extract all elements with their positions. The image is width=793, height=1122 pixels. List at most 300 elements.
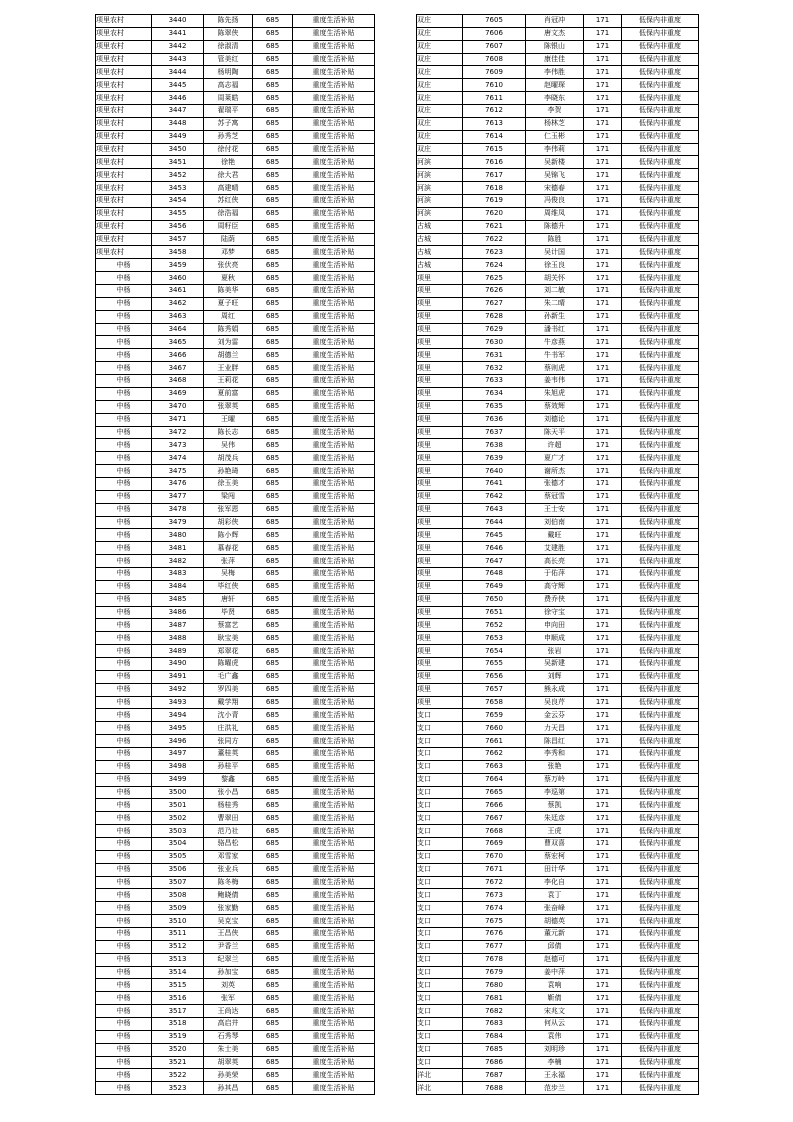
table-row — [417, 567, 699, 580]
amount-cell: 685 — [253, 773, 293, 786]
type-cell: 重度生活补贴 — [293, 542, 375, 555]
area-cell: 中杨 — [96, 876, 152, 889]
amount-cell: 685 — [253, 786, 293, 799]
amount-cell: 685 — [253, 735, 293, 748]
name-cell: 张翠英 — [204, 400, 253, 413]
table-row — [96, 915, 375, 928]
name-cell: 陈先扬 — [204, 15, 253, 28]
name-cell: 邓梦 — [204, 246, 253, 259]
amount-cell: 685 — [253, 477, 293, 490]
area-cell: 支口 — [417, 850, 463, 863]
name-cell: 谢所杰 — [526, 465, 584, 478]
table-row — [417, 735, 699, 748]
table-row — [96, 863, 375, 876]
name-cell: 夏前富 — [204, 387, 253, 400]
area-cell: 中杨 — [96, 606, 152, 619]
type-cell: 重度生活补贴 — [293, 182, 375, 195]
number-cell: 3464 — [152, 323, 204, 336]
type-cell: 重度生活补贴 — [293, 696, 375, 709]
area-cell: 中杨 — [96, 889, 152, 902]
name-cell: 赵德可 — [526, 953, 584, 966]
table-row — [417, 130, 699, 143]
amount-cell: 171 — [584, 876, 622, 889]
name-cell: 王曜 — [204, 413, 253, 426]
area-cell: 中杨 — [96, 863, 152, 876]
number-cell: 7680 — [463, 979, 526, 992]
number-cell: 7642 — [463, 490, 526, 503]
name-cell: 徐守宝 — [526, 606, 584, 619]
table-row — [417, 310, 699, 323]
number-cell: 7618 — [463, 182, 526, 195]
name-cell: 孙其昌 — [204, 1082, 253, 1095]
amount-cell: 685 — [253, 439, 293, 452]
area-cell: 中杨 — [96, 786, 152, 799]
table-row — [417, 1082, 699, 1095]
area-cell: 项里农村 — [96, 220, 152, 233]
area-cell: 项里 — [417, 670, 463, 683]
table-row — [96, 928, 375, 941]
type-cell: 重度生活补贴 — [293, 863, 375, 876]
amount-cell: 171 — [584, 53, 622, 66]
type-cell: 低保内非重度 — [622, 940, 699, 953]
area-cell: 中杨 — [96, 722, 152, 735]
type-cell: 重度生活补贴 — [293, 979, 375, 992]
type-cell: 重度生活补贴 — [293, 992, 375, 1005]
table-row — [417, 233, 699, 246]
amount-cell: 171 — [584, 195, 622, 208]
type-cell: 低保内非重度 — [622, 465, 699, 478]
name-cell: 夏秋 — [204, 272, 253, 285]
name-cell: 朱廷彦 — [526, 812, 584, 825]
area-cell: 中杨 — [96, 426, 152, 439]
table-row — [417, 953, 699, 966]
area-cell: 项里 — [417, 285, 463, 298]
number-cell: 7637 — [463, 426, 526, 439]
table-row — [417, 516, 699, 529]
number-cell: 3510 — [152, 915, 204, 928]
amount-cell: 171 — [584, 439, 622, 452]
amount-cell: 685 — [253, 542, 293, 555]
number-cell: 7631 — [463, 349, 526, 362]
type-cell: 低保内非重度 — [622, 799, 699, 812]
table-row — [96, 503, 375, 516]
name-cell: 吴克宝 — [204, 915, 253, 928]
area-cell: 项里 — [417, 683, 463, 696]
amount-cell: 685 — [253, 92, 293, 105]
number-cell: 7607 — [463, 40, 526, 53]
table-row — [96, 696, 375, 709]
amount-cell: 685 — [253, 825, 293, 838]
table-row — [96, 1018, 375, 1031]
table-row — [96, 645, 375, 658]
table-row — [96, 657, 375, 670]
amount-cell: 171 — [584, 632, 622, 645]
area-cell: 项里 — [417, 516, 463, 529]
table-row — [96, 825, 375, 838]
table-row — [96, 285, 375, 298]
area-cell: 中杨 — [96, 966, 152, 979]
area-cell: 项里 — [417, 555, 463, 568]
number-cell: 3482 — [152, 555, 204, 568]
table-row — [417, 799, 699, 812]
name-cell: 张萍 — [204, 555, 253, 568]
type-cell: 低保内非重度 — [622, 928, 699, 941]
type-cell: 低保内非重度 — [622, 169, 699, 182]
type-cell: 低保内非重度 — [622, 953, 699, 966]
number-cell: 7666 — [463, 799, 526, 812]
table-row — [96, 606, 375, 619]
area-cell: 双庄 — [417, 15, 463, 28]
name-cell: 毛广鑫 — [204, 670, 253, 683]
area-cell: 中杨 — [96, 928, 152, 941]
table-row — [96, 207, 375, 220]
area-cell: 中杨 — [96, 992, 152, 1005]
number-cell: 7665 — [463, 786, 526, 799]
number-cell: 7614 — [463, 130, 526, 143]
number-cell: 3481 — [152, 542, 204, 555]
area-cell: 支口 — [417, 812, 463, 825]
area-cell: 中杨 — [96, 760, 152, 773]
type-cell: 重度生活补贴 — [293, 953, 375, 966]
type-cell: 重度生活补贴 — [293, 1018, 375, 1031]
type-cell: 重度生活补贴 — [293, 1030, 375, 1043]
amount-cell: 685 — [253, 928, 293, 941]
amount-cell: 685 — [253, 1030, 293, 1043]
table-row — [96, 1056, 375, 1069]
name-cell: 申向田 — [526, 619, 584, 632]
name-cell: 高志福 — [204, 79, 253, 92]
type-cell: 重度生活补贴 — [293, 220, 375, 233]
type-cell: 重度生活补贴 — [293, 747, 375, 760]
area-cell: 项里农村 — [96, 53, 152, 66]
number-cell: 3472 — [152, 426, 204, 439]
area-cell: 中杨 — [96, 645, 152, 658]
name-cell: 陈胜 — [526, 233, 584, 246]
number-cell: 3444 — [152, 66, 204, 79]
area-cell: 支口 — [417, 902, 463, 915]
type-cell: 重度生活补贴 — [293, 117, 375, 130]
area-cell: 中杨 — [96, 1018, 152, 1031]
number-cell: 3491 — [152, 670, 204, 683]
type-cell: 低保内非重度 — [622, 838, 699, 851]
name-cell: 骆昌松 — [204, 838, 253, 851]
name-cell: 周维凤 — [526, 207, 584, 220]
type-cell: 重度生活补贴 — [293, 362, 375, 375]
name-cell: 王永福 — [526, 1069, 584, 1082]
number-cell: 3518 — [152, 1018, 204, 1031]
type-cell: 低保内非重度 — [622, 323, 699, 336]
type-cell: 重度生活补贴 — [293, 53, 375, 66]
number-cell: 7623 — [463, 246, 526, 259]
number-cell: 3519 — [152, 1030, 204, 1043]
area-cell: 项里 — [417, 323, 463, 336]
name-cell: 孙艳琦 — [204, 465, 253, 478]
number-cell: 7612 — [463, 105, 526, 118]
name-cell: 庄洪礼 — [204, 722, 253, 735]
number-cell: 3469 — [152, 387, 204, 400]
amount-cell: 685 — [253, 529, 293, 542]
number-cell: 3495 — [152, 722, 204, 735]
table-row — [96, 799, 375, 812]
amount-cell: 171 — [584, 992, 622, 1005]
type-cell: 低保内非重度 — [622, 503, 699, 516]
name-cell: 唐文杰 — [526, 27, 584, 40]
area-cell: 支口 — [417, 953, 463, 966]
amount-cell: 171 — [584, 966, 622, 979]
type-cell: 重度生活补贴 — [293, 889, 375, 902]
amount-cell: 171 — [584, 66, 622, 79]
table-row — [96, 336, 375, 349]
name-cell: 杨明陶 — [204, 66, 253, 79]
name-cell: 何从云 — [526, 1018, 584, 1031]
table-row — [417, 400, 699, 413]
type-cell: 重度生活补贴 — [293, 40, 375, 53]
area-cell: 项里 — [417, 606, 463, 619]
type-cell: 重度生活补贴 — [293, 876, 375, 889]
amount-cell: 685 — [253, 246, 293, 259]
name-cell: 尹香兰 — [204, 940, 253, 953]
amount-cell: 685 — [253, 1043, 293, 1056]
table-row — [96, 722, 375, 735]
table-row — [96, 1069, 375, 1082]
name-cell: 苏红侠 — [204, 195, 253, 208]
table-row — [96, 632, 375, 645]
name-cell: 牛彦燕 — [526, 336, 584, 349]
amount-cell: 685 — [253, 1069, 293, 1082]
amount-cell: 685 — [253, 387, 293, 400]
type-cell: 低保内非重度 — [622, 400, 699, 413]
number-cell: 3506 — [152, 863, 204, 876]
name-cell: 胡翠英 — [204, 1056, 253, 1069]
area-cell: 中杨 — [96, 1069, 152, 1082]
area-cell: 项里 — [417, 477, 463, 490]
area-cell: 中杨 — [96, 490, 152, 503]
number-cell: 3483 — [152, 567, 204, 580]
name-cell: 徐玉良 — [526, 259, 584, 272]
number-cell: 7615 — [463, 143, 526, 156]
number-cell: 3455 — [152, 207, 204, 220]
table-row — [96, 117, 375, 130]
amount-cell: 171 — [584, 567, 622, 580]
type-cell: 低保内非重度 — [622, 40, 699, 53]
table-row — [417, 747, 699, 760]
table-row — [417, 632, 699, 645]
number-cell: 7610 — [463, 79, 526, 92]
number-cell: 3442 — [152, 40, 204, 53]
name-cell: 张奋峰 — [526, 902, 584, 915]
number-cell: 7609 — [463, 66, 526, 79]
area-cell: 中杨 — [96, 632, 152, 645]
table-row — [96, 619, 375, 632]
number-cell: 7608 — [463, 53, 526, 66]
table-row — [417, 838, 699, 851]
number-cell: 7626 — [463, 285, 526, 298]
table-row — [96, 709, 375, 722]
amount-cell: 171 — [584, 657, 622, 670]
name-cell: 董桂英 — [204, 747, 253, 760]
amount-cell: 171 — [584, 207, 622, 220]
name-cell: 胡德英 — [526, 915, 584, 928]
amount-cell: 171 — [584, 503, 622, 516]
type-cell: 低保内非重度 — [622, 336, 699, 349]
area-cell: 中杨 — [96, 272, 152, 285]
amount-cell: 685 — [253, 310, 293, 323]
type-cell: 重度生活补贴 — [293, 529, 375, 542]
number-cell: 7635 — [463, 400, 526, 413]
type-cell: 低保内非重度 — [622, 490, 699, 503]
number-cell: 3451 — [152, 156, 204, 169]
amount-cell: 685 — [253, 722, 293, 735]
number-cell: 3489 — [152, 645, 204, 658]
table-row — [417, 915, 699, 928]
number-cell: 3477 — [152, 490, 204, 503]
number-cell: 3480 — [152, 529, 204, 542]
type-cell: 低保内非重度 — [622, 387, 699, 400]
amount-cell: 171 — [584, 15, 622, 28]
amount-cell: 171 — [584, 786, 622, 799]
amount-cell: 685 — [253, 413, 293, 426]
name-cell: 孙新生 — [526, 310, 584, 323]
number-cell: 3512 — [152, 940, 204, 953]
amount-cell: 685 — [253, 490, 293, 503]
type-cell: 重度生活补贴 — [293, 66, 375, 79]
name-cell: 力天昌 — [526, 722, 584, 735]
type-cell: 低保内非重度 — [622, 452, 699, 465]
number-cell: 3458 — [152, 246, 204, 259]
area-cell: 项里 — [417, 387, 463, 400]
area-cell: 支口 — [417, 838, 463, 851]
number-cell: 7657 — [463, 683, 526, 696]
type-cell: 低保内非重度 — [622, 709, 699, 722]
number-cell: 7664 — [463, 773, 526, 786]
type-cell: 低保内非重度 — [622, 426, 699, 439]
name-cell: 李楠 — [526, 1056, 584, 1069]
name-cell: 张岩 — [526, 645, 584, 658]
area-cell: 双庄 — [417, 105, 463, 118]
type-cell: 低保内非重度 — [622, 966, 699, 979]
name-cell: 范乃社 — [204, 825, 253, 838]
type-cell: 低保内非重度 — [622, 696, 699, 709]
table-row — [417, 683, 699, 696]
type-cell: 重度生活补贴 — [293, 1043, 375, 1056]
type-cell: 低保内非重度 — [622, 567, 699, 580]
table-row — [417, 207, 699, 220]
type-cell: 低保内非重度 — [622, 645, 699, 658]
area-cell: 中杨 — [96, 580, 152, 593]
type-cell: 重度生活补贴 — [293, 632, 375, 645]
number-cell: 7682 — [463, 1005, 526, 1018]
type-cell: 重度生活补贴 — [293, 1056, 375, 1069]
area-cell: 项里农村 — [96, 182, 152, 195]
table-row — [417, 709, 699, 722]
area-cell: 中杨 — [96, 683, 152, 696]
type-cell: 重度生活补贴 — [293, 683, 375, 696]
type-cell: 低保内非重度 — [622, 889, 699, 902]
number-cell: 3465 — [152, 336, 204, 349]
name-cell: 蔡冠雪 — [526, 490, 584, 503]
name-cell: 陈冬梅 — [204, 876, 253, 889]
type-cell: 低保内非重度 — [622, 15, 699, 28]
table-row — [417, 53, 699, 66]
area-cell: 项里农村 — [96, 207, 152, 220]
area-cell: 中杨 — [96, 709, 152, 722]
amount-cell: 685 — [253, 915, 293, 928]
amount-cell: 685 — [253, 580, 293, 593]
area-cell: 支口 — [417, 786, 463, 799]
name-cell: 刘德论 — [526, 413, 584, 426]
type-cell: 重度生活补贴 — [293, 387, 375, 400]
number-cell: 7659 — [463, 709, 526, 722]
amount-cell: 685 — [253, 233, 293, 246]
name-cell: 陈曜虎 — [204, 657, 253, 670]
area-cell: 项里 — [417, 593, 463, 606]
area-cell: 双庄 — [417, 53, 463, 66]
area-cell: 中杨 — [96, 799, 152, 812]
area-cell: 中杨 — [96, 439, 152, 452]
amount-cell: 171 — [584, 413, 622, 426]
type-cell: 重度生活补贴 — [293, 735, 375, 748]
table-row — [96, 195, 375, 208]
table-row — [417, 79, 699, 92]
area-cell: 项里 — [417, 632, 463, 645]
type-cell: 低保内非重度 — [622, 413, 699, 426]
number-cell: 7641 — [463, 477, 526, 490]
amount-cell: 171 — [584, 323, 622, 336]
table-row — [417, 773, 699, 786]
right-table-body — [417, 15, 699, 1095]
type-cell: 低保内非重度 — [622, 272, 699, 285]
amount-cell: 685 — [253, 516, 293, 529]
type-cell: 低保内非重度 — [622, 580, 699, 593]
area-cell: 项里 — [417, 645, 463, 658]
area-cell: 支口 — [417, 1005, 463, 1018]
name-cell: 郑翠花 — [204, 645, 253, 658]
name-cell: 鲍晓倩 — [204, 889, 253, 902]
name-cell: 田计华 — [526, 863, 584, 876]
number-cell: 7681 — [463, 992, 526, 1005]
number-cell: 7668 — [463, 825, 526, 838]
type-cell: 重度生活补贴 — [293, 555, 375, 568]
name-cell: 邓雪家 — [204, 850, 253, 863]
type-cell: 低保内非重度 — [622, 722, 699, 735]
table-row — [417, 1056, 699, 1069]
type-cell: 重度生活补贴 — [293, 105, 375, 118]
number-cell: 3473 — [152, 439, 204, 452]
table-row — [417, 490, 699, 503]
amount-cell: 685 — [253, 79, 293, 92]
type-cell: 低保内非重度 — [622, 683, 699, 696]
amount-cell: 685 — [253, 362, 293, 375]
name-cell: 潘书红 — [526, 323, 584, 336]
area-cell: 中杨 — [96, 542, 152, 555]
number-cell: 7638 — [463, 439, 526, 452]
amount-cell: 685 — [253, 555, 293, 568]
name-cell: 张小昌 — [204, 786, 253, 799]
name-cell: 董元新 — [526, 928, 584, 941]
name-cell: 赵曜琛 — [526, 79, 584, 92]
area-cell: 中杨 — [96, 838, 152, 851]
name-cell: 申顺成 — [526, 632, 584, 645]
name-cell: 徐浩福 — [204, 207, 253, 220]
type-cell: 低保内非重度 — [622, 439, 699, 452]
number-cell: 7663 — [463, 760, 526, 773]
name-cell: 于佑萍 — [526, 567, 584, 580]
area-cell: 中杨 — [96, 529, 152, 542]
number-cell: 7648 — [463, 567, 526, 580]
name-cell: 王尚达 — [204, 1005, 253, 1018]
type-cell: 重度生活补贴 — [293, 567, 375, 580]
amount-cell: 685 — [253, 966, 293, 979]
